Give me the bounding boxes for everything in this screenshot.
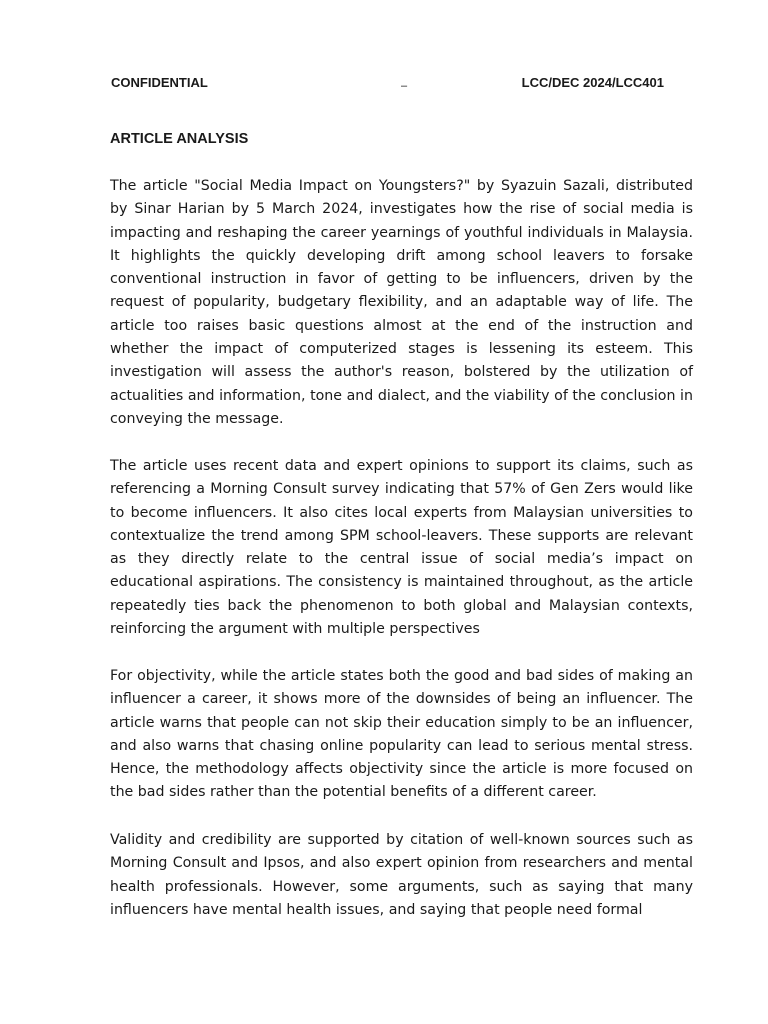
paragraph-introduction: The article "Social Media Impact on Youngsters?" by Syazuin Sazali, distributed by Sinar Harian by 5 March 2024, investigates how the rise of social media is impacting and reshaping the career yearnings of youthful individuals in Malaysia. It highlights the quickly developing drift among school leavers to forsake conventional instruction in favor of getting to be influencers, driven by the request of popularity, budgetary flexibility, and an adaptable way of life. The article too raises basic questions almost at the end of the instruction and whether the impact of computerized stages is lessening its esteem. This investigation will assess the author's reason, bolstered by the utilization of actualities and information, tone and dialect, and the viability of the conclusion in conveying the message. xyxy=(110,178,693,427)
paragraph-objectivity: For objectivity, while the article states both the good and bad sides of making an influencer a career, it shows more of the downsides of being an influencer. The article warns that people can not skip their education simply to be an influencer, and also warns that chasing online popularity can lead to serious mental stress. Hence, the methodology affects objectivity since the article is more focused on the bad sides rather than the potential benefits of a different career. xyxy=(110,668,693,801)
paragraph-validity: Validity and credibility are supported by citation of well-known sources such as Morning Consult and Ipsos, and also expert opinion from researchers and mental health professionals. However, some arguments, such as saying that many influencers have mental health issues, and saying that people need formal xyxy=(110,832,693,918)
section-title: ARTICLE ANALYSIS xyxy=(110,131,249,147)
paragraph-evidence: The article uses recent data and expert opinions to support its claims, such as referencing a Morning Consult survey indicating that 57% of Gen Zers would like to become influencers. It also cites local experts from Malaysian universities to contextualize the trend among SPM school-leavers. These supports are relevant as they directly relate to the central issue of social media’s impact on educational aspirations. The consistency is maintained throughout, as the article repeatedly ties back the phenomenon to both global and Malaysian contexts, reinforcing the argument with multiple perspectives xyxy=(110,458,693,638)
confidential-label: CONFIDENTIAL xyxy=(111,75,208,90)
page-header xyxy=(111,75,664,99)
course-code: LCC/DEC 2024/LCC401 xyxy=(521,75,664,90)
header-dash: – xyxy=(401,80,408,92)
